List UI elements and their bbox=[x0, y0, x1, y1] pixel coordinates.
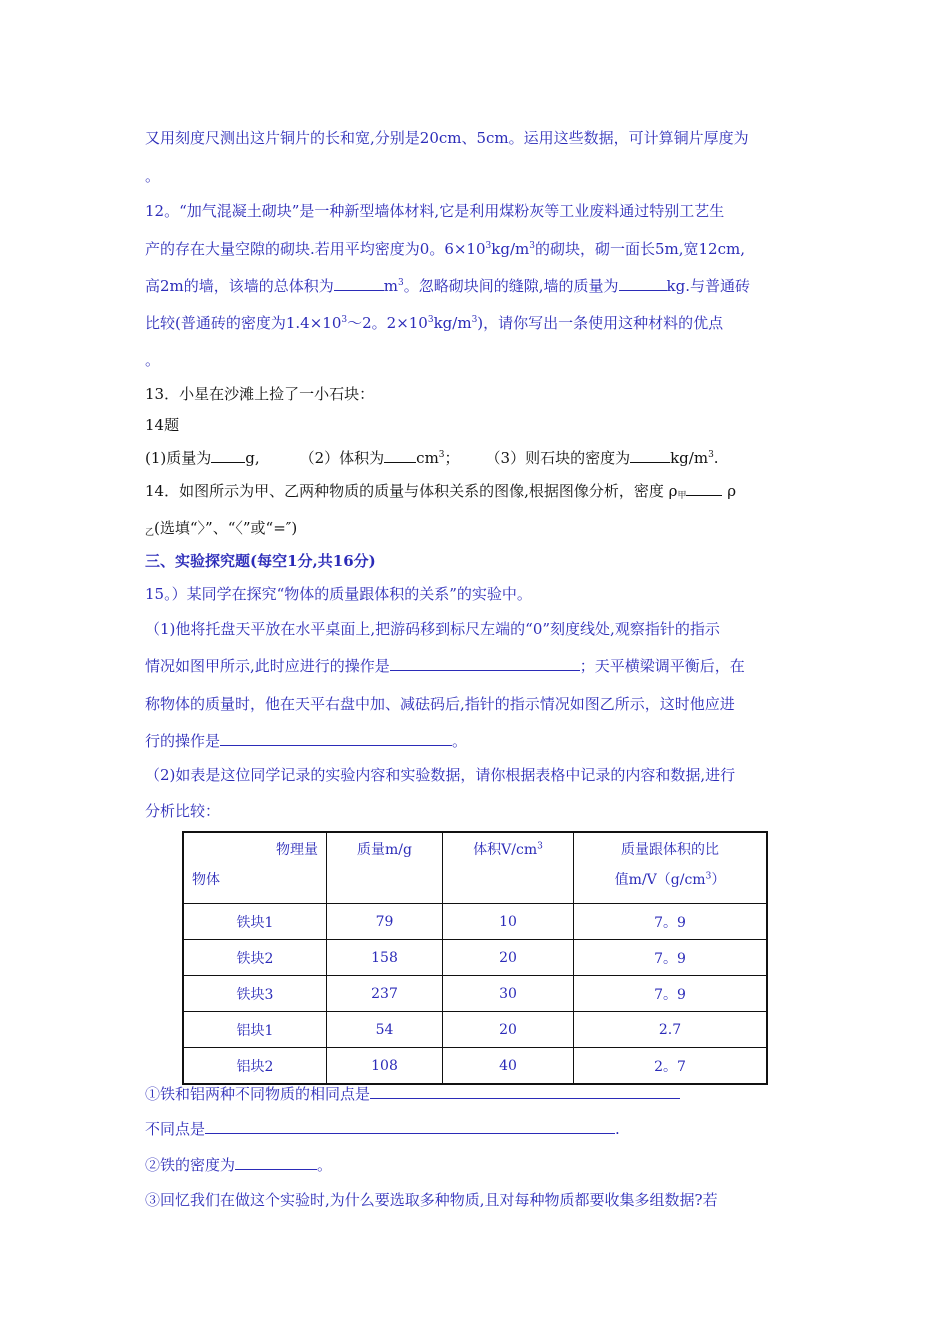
table-row bbox=[183, 976, 767, 1012]
cell-ratio: 7。9 bbox=[574, 940, 768, 976]
header-ratio: 质量跟体积的比 值$m/V(g/cm^3)$ bbox=[574, 832, 768, 904]
question-14-tag: 14题 bbox=[145, 416, 180, 434]
question-12-line-1: 12。“加气混凝土砌块”是一种新型墙体材料,它是利用煤粉灰等工业废料通过特别工艺生 bbox=[145, 202, 725, 220]
answer-blank-operation-2[interactable] bbox=[220, 731, 452, 746]
header-volume: 体积$V/cm^3$ bbox=[443, 832, 574, 904]
question-14-line-2: $_乙$(选填“〉”、“〈”或“=″) bbox=[145, 519, 298, 538]
cell-object: 铁块1 bbox=[183, 904, 327, 940]
cell-object: 铝块1 bbox=[183, 1012, 327, 1048]
question-15-part1-line-2: 情况如图甲所示,此时应进行的操作是 ；天平横梁调平衡后，在 bbox=[145, 657, 745, 675]
cell-object: 铝块2 bbox=[183, 1048, 327, 1085]
conclusion-difference: 不同点是 . bbox=[145, 1120, 620, 1138]
header-diagonal-cell bbox=[183, 832, 327, 904]
cell-volume: 20 bbox=[443, 1012, 574, 1048]
line-period: 。 bbox=[145, 167, 161, 185]
question-15-part2-line-1: （2)如表是这位同学记录的实验内容和实验数据，请你根据表格中记录的内容和数据,进行 bbox=[145, 766, 736, 784]
conclusion-recall: ③回忆我们在做这个实验时,为什么要选取多种物质,且对每种物质都要收集多组数据?若 bbox=[145, 1191, 718, 1209]
question-12-line-5: 。 bbox=[145, 351, 161, 369]
cell-ratio: 7。9 bbox=[574, 904, 768, 940]
line-copper-thickness: 又用刻度尺测出这片铜片的长和宽,分别是20cm、5cm。运用这些数据，可计算铜片厚度为 bbox=[145, 129, 749, 147]
cell-volume: 20 bbox=[443, 940, 574, 976]
question-13: 13．小星在沙滩上捡了一小石块： bbox=[145, 385, 375, 403]
answer-blank-stone-mass[interactable] bbox=[211, 448, 245, 463]
cell-mass: 108 bbox=[327, 1048, 443, 1085]
cell-volume: 30 bbox=[443, 976, 574, 1012]
question-12-line-4: 比较(普通砖的密度为$1.4\times 10^3\sim 2$。$2\times 10^3kg/m^3$)，请你写出一条使用这种材料的优点 bbox=[145, 314, 724, 332]
header-object: 物体 bbox=[192, 872, 220, 888]
answer-blank-stone-volume[interactable] bbox=[384, 448, 416, 463]
answer-blank-mass[interactable] bbox=[619, 276, 667, 291]
question-13-parts: (1)质量为 g, （2）体积为 $cm^3$； （3）则石块的密度为 $kg/m^3$. bbox=[145, 449, 719, 467]
cell-mass: 79 bbox=[327, 904, 443, 940]
conclusion-iron-density: ②铁的密度为 。 bbox=[145, 1156, 333, 1174]
answer-blank-same-point[interactable] bbox=[370, 1084, 680, 1099]
cell-mass: 54 bbox=[327, 1012, 443, 1048]
section-3-heading: 三、实验探究题(每空1分,共16分) bbox=[145, 552, 376, 570]
question-12-line-3: 高2m的墙，该墙的总体积为 $m^3$。忽略砌块间的缝隙,墙的质量为 kg.与普通砖 bbox=[145, 277, 750, 295]
conclusion-same-point: ①铁和铝两种不同物质的相同点是 bbox=[145, 1084, 680, 1104]
cell-volume: 40 bbox=[443, 1048, 574, 1085]
cell-object: 铁块2 bbox=[183, 940, 327, 976]
table-header-row bbox=[183, 832, 767, 904]
data-table bbox=[182, 831, 768, 1085]
question-15-part1-line-3: 称物体的质量时，他在天平右盘中加、减砝码后,指针的指示情况如图乙所示，这时他应进 bbox=[145, 695, 735, 713]
table-row bbox=[183, 904, 767, 940]
cell-ratio: 7。9 bbox=[574, 976, 768, 1012]
cell-object: 铁块3 bbox=[183, 976, 327, 1012]
header-quantity: 物理量 bbox=[276, 842, 318, 858]
cell-mass: 237 bbox=[327, 976, 443, 1012]
cell-ratio: 2.7 bbox=[574, 1012, 768, 1048]
answer-blank-operation-1[interactable] bbox=[390, 656, 580, 671]
answer-blank-stone-density[interactable] bbox=[630, 448, 670, 463]
cell-mass: 158 bbox=[327, 940, 443, 976]
answer-blank-volume[interactable] bbox=[334, 276, 384, 291]
question-14-line-1: 14．如图所示为甲、乙两种物质的质量与体积关系的图像,根据图像分析，密度 $\rho_甲$ ρ bbox=[145, 482, 737, 501]
table-row bbox=[183, 940, 767, 976]
table-row bbox=[183, 1048, 767, 1085]
question-12-line-2: 产的存在大量空隙的砌块.若用平均密度为0。$6\times 10^3kg/m^3$的砌块，砌一面长5m,宽12cm, bbox=[145, 240, 745, 258]
answer-blank-iron-density[interactable] bbox=[235, 1155, 317, 1170]
answer-blank-difference[interactable] bbox=[205, 1119, 615, 1134]
question-15-part2-line-2: 分析比较： bbox=[145, 802, 221, 820]
question-15-part1-line-4: 行的操作是 。 bbox=[145, 732, 468, 750]
answer-blank-density-compare[interactable] bbox=[686, 481, 722, 496]
table-row bbox=[183, 1012, 767, 1048]
cell-volume: 10 bbox=[443, 904, 574, 940]
cell-ratio: 2。7 bbox=[574, 1048, 768, 1085]
header-mass: 质量m/g bbox=[327, 832, 443, 904]
question-15-intro: 15。）某同学在探究“物体的质量跟体积的关系”的实验中。 bbox=[145, 585, 532, 603]
question-15-part1-line-1: （1)他将托盘天平放在水平桌面上,把游码移到标尺左端的“0”刻度线处,观察指针的指示 bbox=[145, 620, 720, 638]
